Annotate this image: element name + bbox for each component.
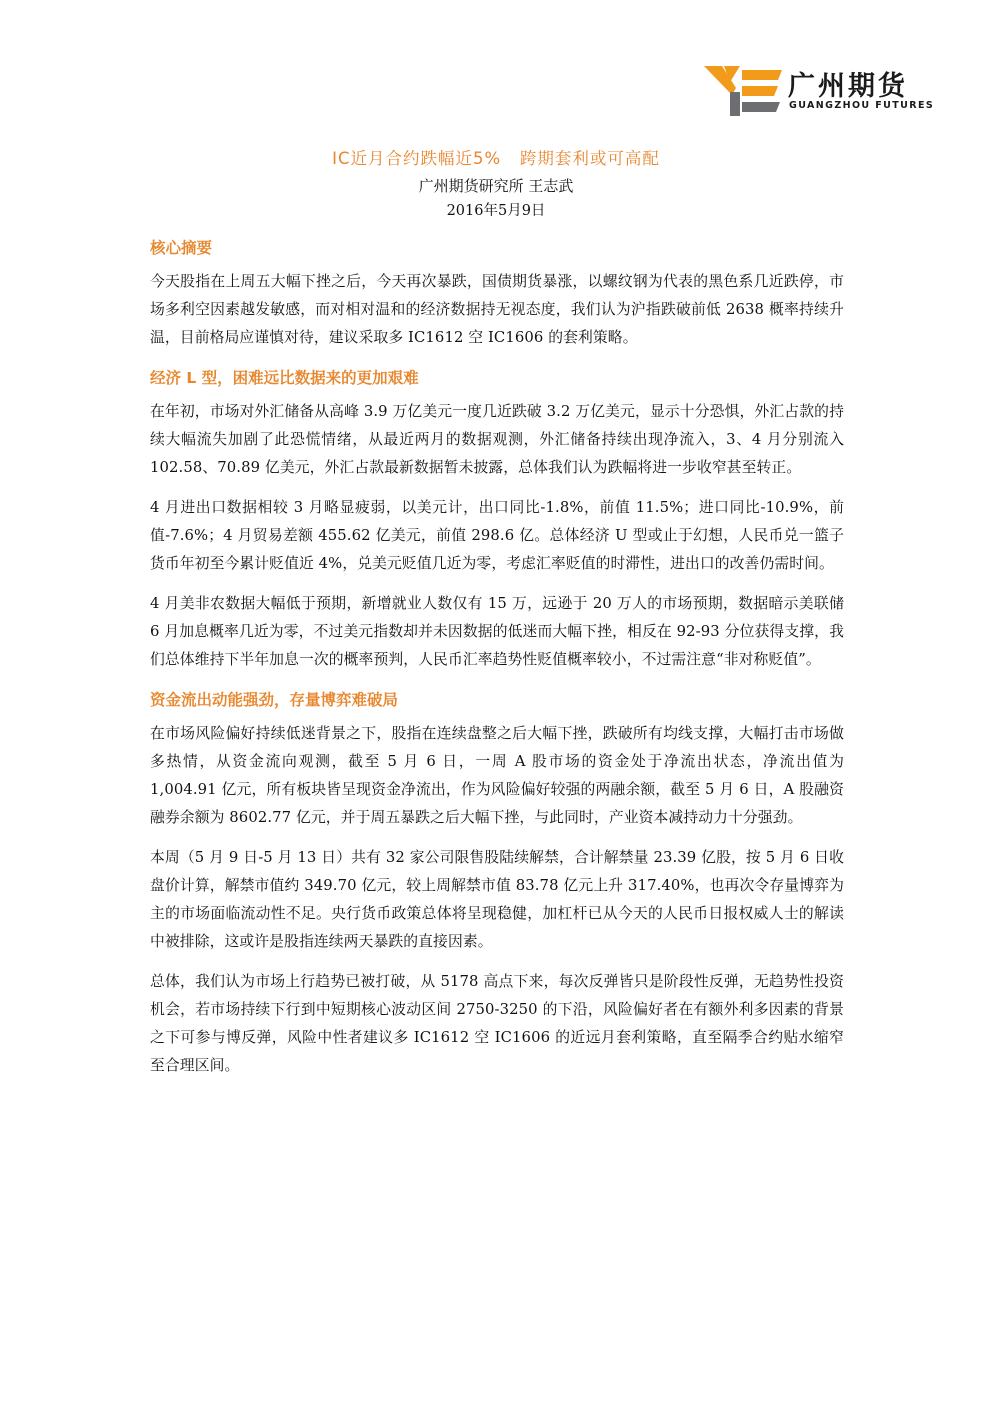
section-summary	[150, 234, 844, 352]
paragraph: 本周（5 月 9 日-5 月 13 日）共有 32 家公司限售股陆续解禁，合计解禁量 23.39 亿股，按 5 月 6 日收盘价计算，解禁市值约 349.70 亿元，较上周解禁市值 83.78 亿元上升 317.40%，也再次令存量博弈为主的市场面临流动性不足。央行货币政策总体将呈现稳健，加杠杆已从今天的人民币日报权威人士的解读中被排除，这或许是股指连续两天暴跌的直接因素。	[150, 849, 844, 950]
report-author: 广州期货研究所 王志武	[418, 177, 574, 195]
paragraph: 总体，我们认为市场上行趋势已被打破，从 5178 高点下来，每次反弹皆只是阶段性反弹，无趋势性投资机会，若市场持续下行到中短期核心波动区间 2750-3250 的下沿，风险偏好者在有额外利多因素的背景之下可参与博反弹，风险中性者建议多 IC1612 空 IC1606 的近远月套利策略，直至隔季合约贴水缩窄至合理区间。	[150, 973, 844, 1074]
logo-chinese-name: 广州期货	[788, 71, 908, 102]
paragraph: 在市场风险偏好持续低迷背景之下，股指在连续盘整之后大幅下挫，跌破所有均线支撑，大幅打击市场做多热情，从资金流向观测，截至 5 月 6 日，一周 A 股市场的资金处于净流出状态，净流出值为 1,004.91 亿元，所有板块皆呈现资金净流出，作为风险偏好较强的两融余额，截至 5 月 6 日，A 股融资融券余额为 8602.77 亿元，并于周五暴跌之后大幅下挫，与此同时，产业资本减持动力十分强劲。	[150, 725, 844, 826]
report-title: IC近月合约跌幅近5% 跨期套利或可高配	[332, 149, 660, 168]
paragraph: 今天股指在上周五大幅下挫之后，今天再次暴跌，国债期货暴涨，以螺纹钢为代表的黑色系几近跌停，市场多利空因素越发敏感，而对相对温和的经济数据持无视态度，我们认为沪指跌破前低 2638 概率持续升温，目前格局应谨慎对待，建议采取多 IC1612 空 IC1606 的套利策略。	[150, 273, 844, 346]
section-heading: 核心摘要	[150, 239, 213, 257]
section-heading: 经济 L 型，困难远比数据来的更加艰难	[150, 369, 419, 387]
logo-english-name: GUANGZHOU FUTURES	[789, 100, 935, 111]
company-logo	[702, 62, 935, 120]
paragraph: 在年初，市场对外汇储备从高峰 3.9 万亿美元一度几近跌破 3.2 万亿美元，显示十分恐惧，外汇占款的持续大幅流失加剧了此恐慌情绪，从最近两月的数据观测，外汇储备持续出现净流入，3、4 月分别流入 102.58、70.89 亿美元，外汇占款最新数据暂未披露，总体我们认为跌幅将进一步收窄甚至转正。	[150, 403, 844, 476]
report-body	[150, 234, 844, 1080]
report-header	[0, 148, 992, 221]
section-economy	[150, 364, 844, 674]
paragraph: 4 月进出口数据相较 3 月略显疲弱，以美元计，出口同比-1.8%，前值 11.5%；进口同比-10.9%，前值-7.6%；4 月贸易差额 455.62 亿美元，前值 298.6 亿。总体经济 U 型或止于幻想，人民币兑一篮子货币年初至今累计贬值近 4%，兑美元贬值几近为零，考虑汇率贬值的时滞性，进出口的改善仍需时间。	[150, 499, 844, 572]
paragraph: 4 月美非农数据大幅低于预期，新增就业人数仅有 15 万，远逊于 20 万人的市场预期，数据暗示美联储 6 月加息概率几近为零，不过美元指数却并未因数据的低迷而大幅下挫，相反在 92-93 分位获得支撑，我们总体维持下半年加息一次的概率预判，人民币汇率趋势性贬值概率较小，不过需注意“非对称贬值”。	[150, 595, 844, 668]
section-capital-flow	[150, 686, 844, 1080]
report-date: 2016年5月9日	[446, 203, 546, 219]
section-heading: 资金流出动能强劲，存量博弈难破局	[150, 691, 399, 709]
guangzhou-futures-ye-logo-icon	[702, 62, 784, 120]
